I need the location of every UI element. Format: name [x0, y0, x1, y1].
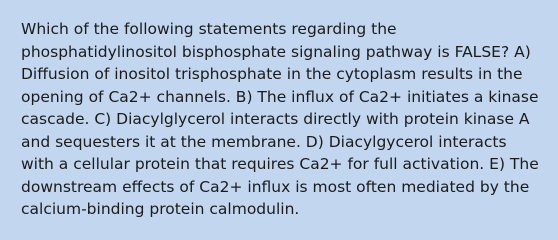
question-text: Which of the following statements regarding the phosphatidylinositol bisphosphate signaling pathway is FALSE? A) Diffusion of inositol trisphosphate in the cytoplasm results in the opening of Ca2+ channels. B) The influx of Ca2+ initiates a kinase cascade. C) Diacylglycerol interacts directly with protein kinase A and sequesters it at the membrane. D) Diacylgycerol interacts with a cellular protein that requires Ca2+ for full activation. E) The downstream effects of Ca2+ influx is most often mediated by the calcium-binding protein calmodulin.: [21, 20, 539, 218]
